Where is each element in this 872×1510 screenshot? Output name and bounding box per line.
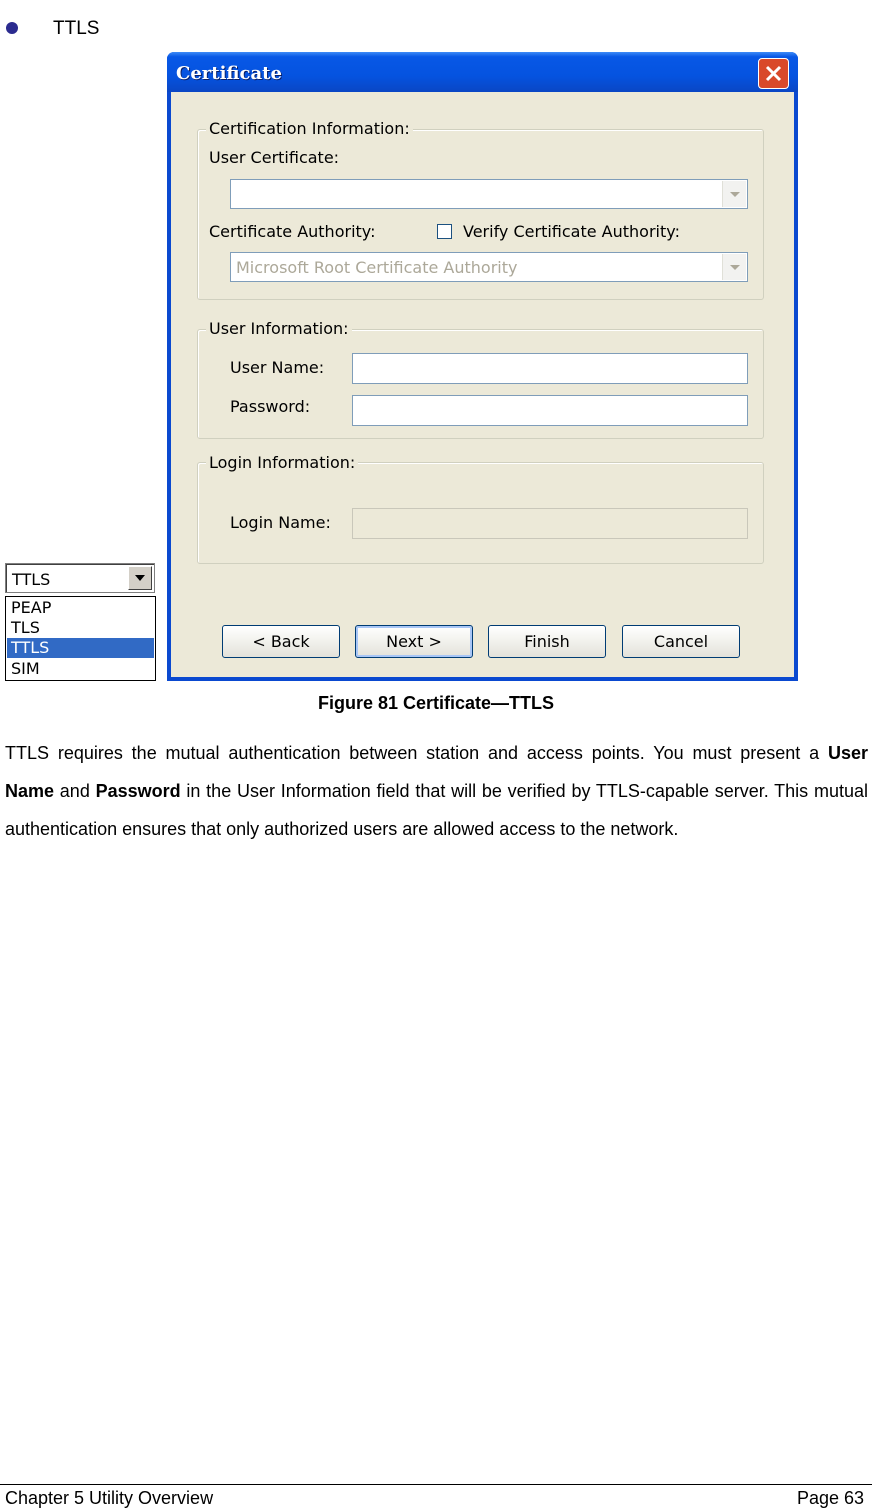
bullet-icon [6,22,18,34]
close-icon [759,59,788,88]
username-input[interactable] [352,353,748,384]
username-label: User Name: [230,358,325,377]
cancel-button[interactable]: Cancel [622,625,740,658]
ca-dropdown[interactable] [230,252,748,282]
chevron-down-icon[interactable] [128,566,152,590]
eap-option-ttls[interactable]: TTLS [7,638,154,658]
verify-ca-label[interactable]: Verify Certificate Authority: [463,222,680,241]
bullet-heading: TTLS [53,18,100,39]
body-paragraph [5,734,868,848]
para-bold-username: User Name [5,743,868,801]
eap-type-dropdown[interactable] [5,563,155,593]
para-text-1: TTLS requires the mutual authentication between station and access points. You must present a [5,743,828,763]
next-button[interactable]: Next > [355,625,473,658]
password-label: Password: [230,397,311,416]
user-cert-dropdown[interactable] [230,179,748,209]
login-info-legend: Login Information: [206,453,358,472]
cert-info-legend: Certification Information: [206,119,413,138]
footer-page-number: Page 63 [796,1488,864,1508]
chevron-down-icon[interactable] [722,254,746,280]
para-bold-password: Password [95,781,181,801]
eap-option-peap[interactable]: PEAP [11,598,52,617]
dialog-title: Certificate [176,63,282,84]
login-name-label: Login Name: [230,513,331,532]
figure-caption: Figure 81 Certificate―TTLS [317,693,555,713]
eap-option-tls[interactable]: TLS [11,618,40,637]
dialog-titlebar[interactable] [167,52,798,92]
close-button[interactable] [758,58,789,89]
dialog-client-area [171,92,794,677]
user-info-legend: User Information: [206,319,352,338]
para-text-2: and [54,781,96,801]
footer-chapter: Chapter 5 Utility Overview [5,1488,214,1508]
footer-divider [0,1484,872,1485]
para-text-3: in the User Information field that will be verified by TTLS-capable server. This mutual authentication ensures that only authorized users are allowed access to the network. [5,781,868,839]
verify-ca-checkbox[interactable] [437,224,452,239]
eap-type-selected: TTLS [12,570,51,589]
eap-type-list[interactable] [5,596,156,681]
eap-option-sim[interactable]: SIM [11,659,40,678]
chevron-down-icon[interactable] [722,181,746,207]
password-input[interactable] [352,395,748,426]
back-button[interactable]: < Back [222,625,340,658]
ca-label: Certificate Authority: [209,222,376,241]
login-name-input[interactable] [352,508,748,539]
ca-value: Microsoft Root Certificate Authority [236,258,518,277]
certificate-dialog [167,52,798,681]
finish-button[interactable]: Finish [488,625,606,658]
user-cert-label: User Certificate: [209,148,340,167]
